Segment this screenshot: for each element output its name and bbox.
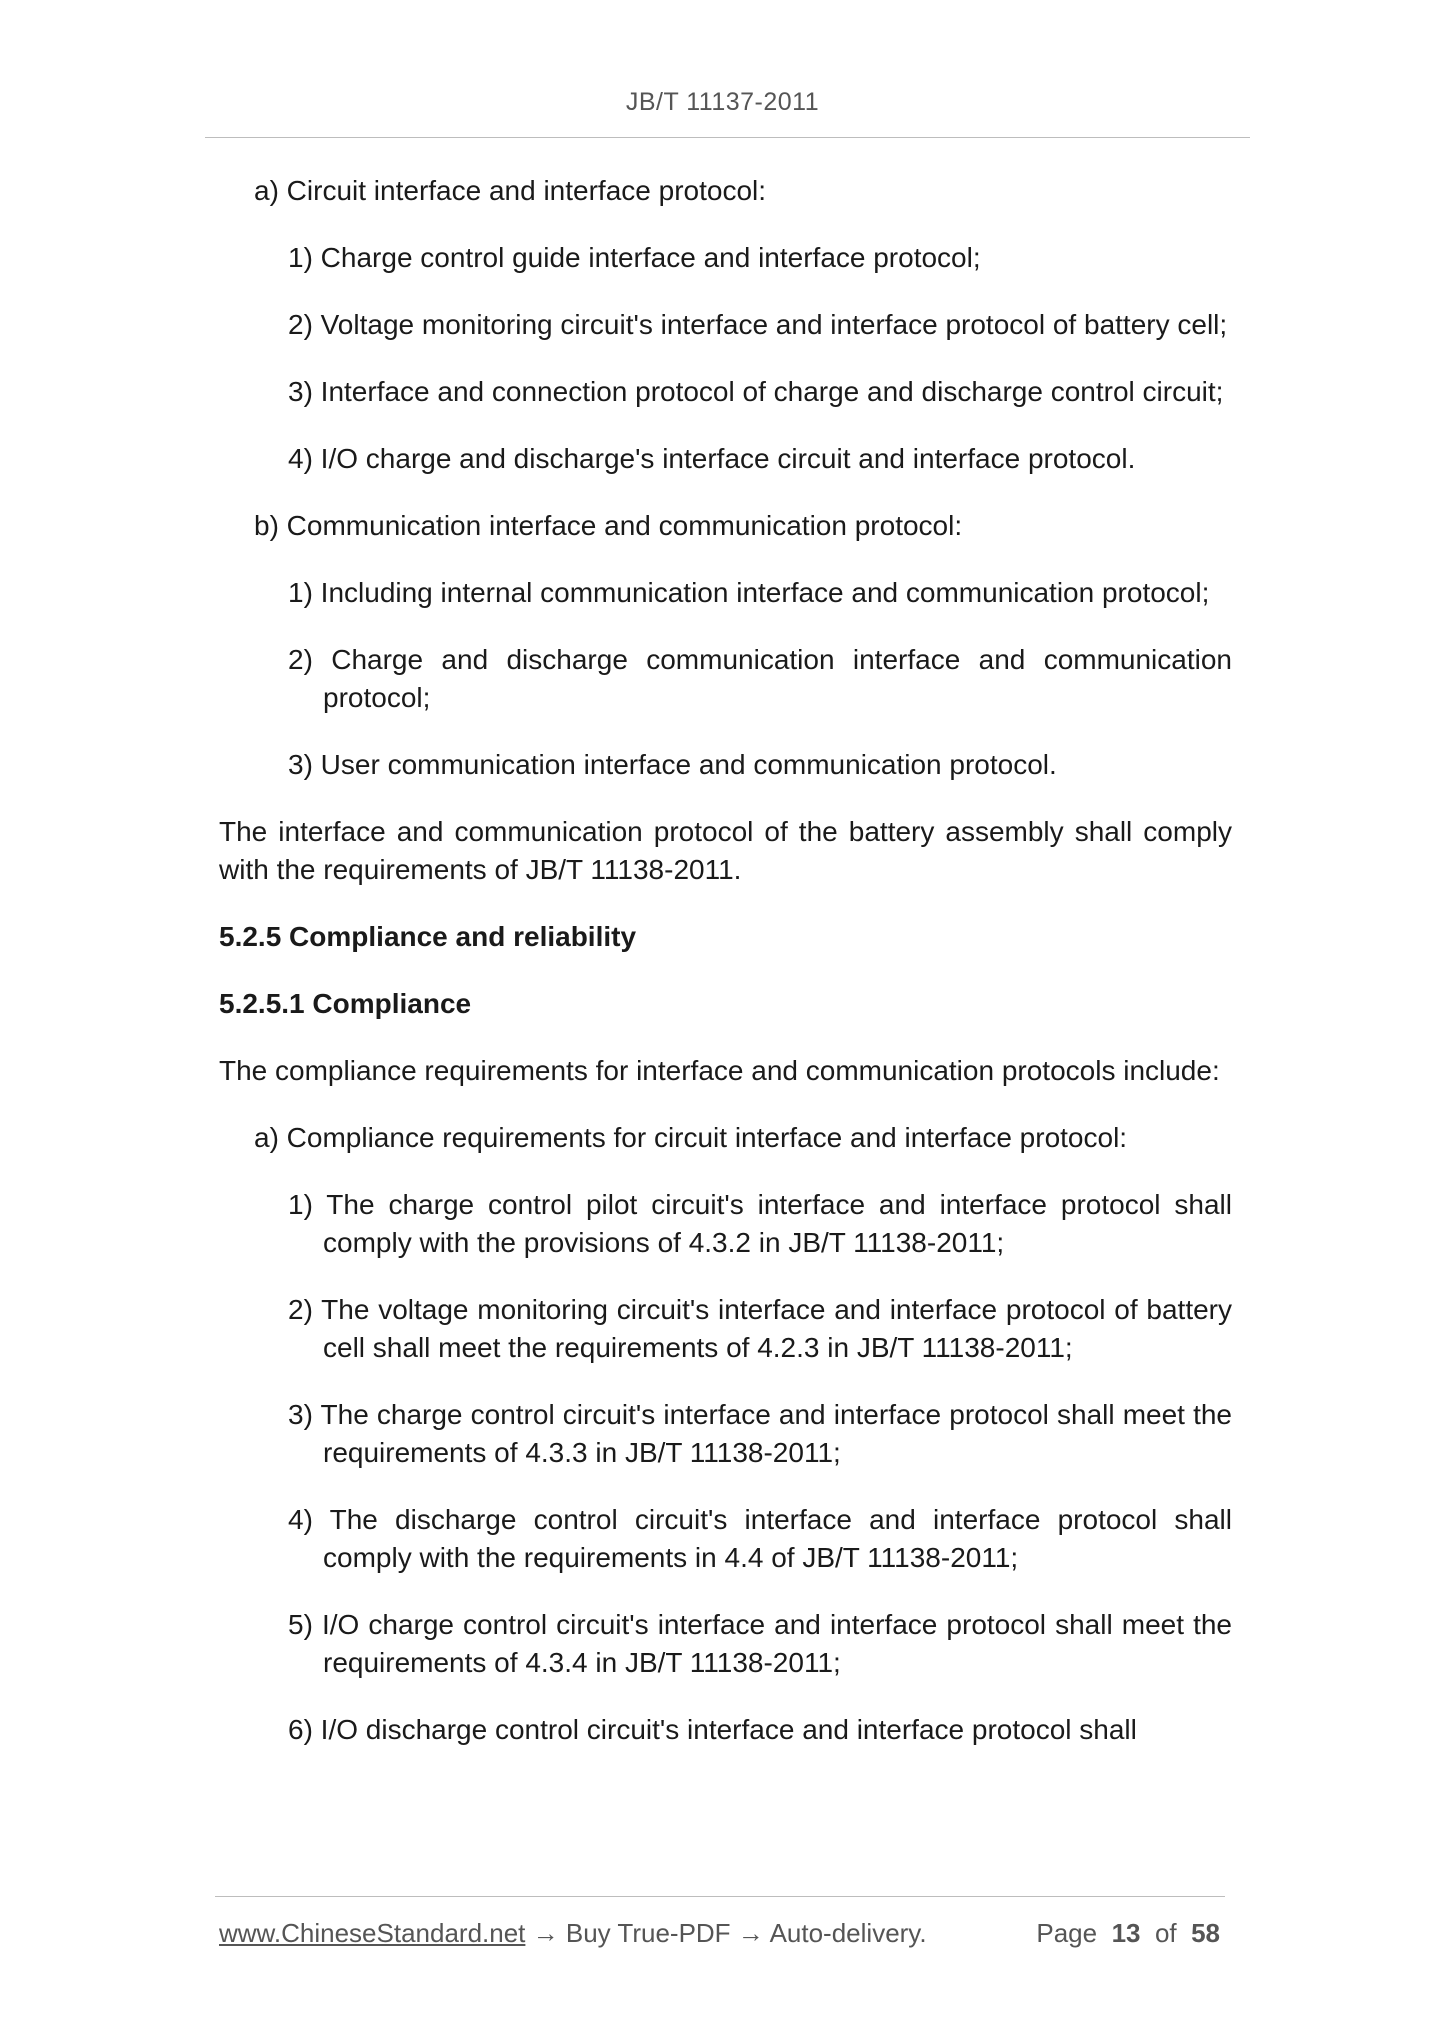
footer-promo-text: → Buy True-PDF → Auto-delivery.: [525, 1918, 927, 1948]
footer-divider: [215, 1896, 1225, 1897]
page-label: Page: [1036, 1918, 1098, 1948]
sub-list-item: 4) I/O charge and discharge's interface circuit and interface protocol.: [288, 443, 1136, 474]
sub-list-item: 3) User communication interface and communication protocol.: [288, 749, 1057, 780]
sub-list-item: 4) The discharge control circuit's interface and interface protocol shall comply with the requirements in 4.4 of JB/T 11138-2011;: [288, 1504, 1232, 1573]
document-body: [219, 172, 1232, 1778]
running-header: JB/T 11137-2011: [625, 88, 820, 116]
page-of-label: of: [1154, 1918, 1177, 1948]
section-heading: 5.2.5 Compliance and reliability: [219, 921, 637, 952]
page-current: 13: [1111, 1918, 1141, 1948]
sub-list-item: 2) The voltage monitoring circuit's interface and interface protocol of battery cell shall meet the requirements of 4.2.3 in JB/T 11138-2011;: [288, 1294, 1232, 1363]
body-paragraph: The interface and communication protocol of the battery assembly shall comply with the requirements of JB/T 11138-2011.: [219, 816, 1232, 885]
sub-list-item: 3) Interface and connection protocol of charge and discharge control circuit;: [288, 376, 1224, 407]
body-paragraph: The compliance requirements for interface and communication protocols include:: [219, 1055, 1220, 1086]
section-heading: 5.2.5.1 Compliance: [219, 988, 472, 1019]
list-item: b) Communication interface and communication protocol:: [254, 510, 963, 541]
footer-promo: [219, 1918, 927, 1949]
page-total: 58: [1191, 1918, 1220, 1948]
sub-list-item: 6) I/O discharge control circuit's interface and interface protocol shall: [288, 1714, 1137, 1745]
sub-list-item: 1) The charge control pilot circuit's interface and interface protocol shall comply with the provisions of 4.3.2 in JB/T 11138-2011;: [288, 1189, 1232, 1258]
sub-list-item: 5) I/O charge control circuit's interface and interface protocol shall meet the requirements of 4.3.4 in JB/T 11138-2011;: [288, 1609, 1232, 1678]
list-item: a) Compliance requirements for circuit interface and interface protocol:: [254, 1122, 1128, 1153]
sub-list-item: 2) Voltage monitoring circuit's interface and interface protocol of battery cell;: [288, 309, 1228, 340]
sub-list-item: 3) The charge control circuit's interface and interface protocol shall meet the requirements of 4.3.3 in JB/T 11138-2011;: [288, 1399, 1232, 1468]
header-divider: [205, 137, 1250, 138]
list-item: a) Circuit interface and interface protocol:: [254, 175, 767, 206]
website-link[interactable]: www.ChineseStandard.net: [219, 1918, 526, 1948]
sub-list-item: 2) Charge and discharge communication interface and communication protocol;: [288, 644, 1232, 713]
sub-list-item: 1) Charge control guide interface and interface protocol;: [288, 242, 981, 273]
page-indicator: [1036, 1918, 1220, 1949]
sub-list-item: 1) Including internal communication interface and communication protocol;: [288, 577, 1210, 608]
